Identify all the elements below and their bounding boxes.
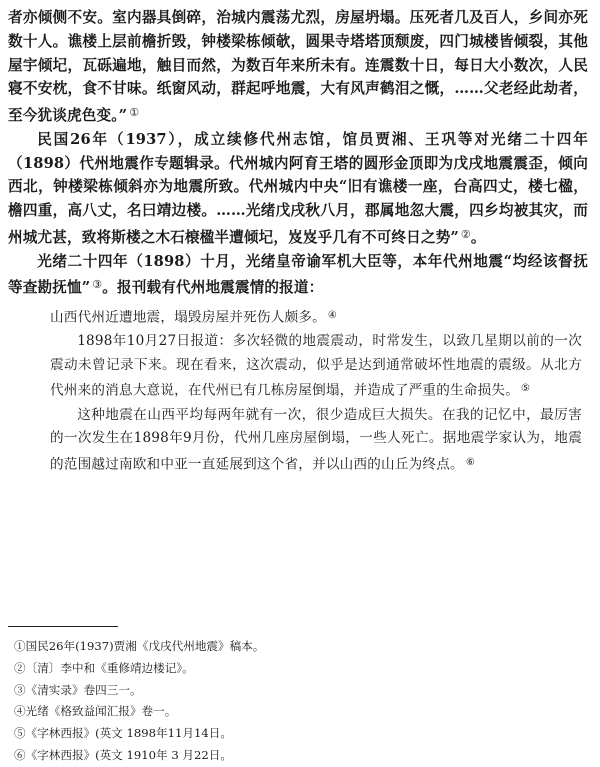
paragraph-text: 民国26年（1937），成立续修代州志馆，馆员贾湘、王巩等对光绪二十四年（1898）代州地震作专题辑录。代州城内阿育王塔的圆形金顶即为戊戌地震震歪，倾向西北，钟楼梁栋倾斜亦为地震所致。代州城内中央“旧有谯楼一座，台高四丈，楼七楹，檐四重，高八丈，名曰靖边楼。……光绪戊戌秋八月，郡属地忽大震，四乡均被其灾，而州城尤甚，致将斯楼之木石榱楹半遭倾圮，岌岌乎几有不可终日之势” xyxy=(8,130,588,246)
footnote-ref: ① xyxy=(129,106,140,120)
footnote-5: ⑤《字林西报》(英文 1898年11月14日。 xyxy=(14,726,232,741)
quote-report-3 xyxy=(50,404,582,477)
paragraph-text: 。 xyxy=(470,228,486,246)
paragraph-1937-record xyxy=(8,128,588,250)
quote-text: 1898年10月27日报道：多次轻微的地震震动，时常发生，以致几星期以前的一次震动未曾记录下来。现在看来，这次震动，似乎是达到通常破坏性地震的震级。从北方代州来的消息大意说，在代州已有几栋房屋倒塌，并造成了严重的生命损失。 xyxy=(50,333,582,399)
footnote-6: ⑥《字林西报》(英文 1910年 3 月22日。 xyxy=(14,747,232,762)
paragraph-text: 。报刊载有代州地震震情的报道： xyxy=(102,279,324,297)
quote-report-1 xyxy=(50,304,582,330)
quote-text: 这种地震在山西平均每两年就有一次，很少造成巨大损失。在我的记忆中，最厉害的一次发生在1898年9月份，代州几座房屋倒塌，一些人死亡。据地震学家认为，地震的范围越过南欧和中亚一直延展到这个省，并以山西的山丘为终点。 xyxy=(50,406,582,473)
footnote-4: ④光绪《格致益闻汇报》卷一。 xyxy=(14,704,177,719)
footnote-ref: ⑤ xyxy=(521,383,531,395)
footnote-ref: ④ xyxy=(327,310,338,322)
footnote-ref: ⑥ xyxy=(465,456,476,468)
quote-text: 山西代州近遭地震，塌毁房屋并死伤人颇多。 xyxy=(50,309,326,326)
quote-report-2 xyxy=(50,330,582,403)
footnote-divider xyxy=(8,626,118,627)
paragraph-continuation xyxy=(8,6,588,128)
paragraph-text: 者亦倾侧不安。室内器具倒碎，治城内震荡尤烈，房屋坍塌。压死者几及百人，乡间亦死数十人。谯楼上层前檐折毁，钟楼梁栋倾欹，圆果寺塔塔顶颓废，四门城楼皆倾裂，其他屋宇倾圮，瓦砾遍地，触目而然，为数百年来所未有。连震数十日，每日大小数次，人民寝不安枕，食不甘味。纸窗风动，群起呼地震，大有风声鹤泪之慨，……父老经此劫者，至今犹谈虎色变。” xyxy=(8,9,588,125)
footnote-2: ②〔清〕李中和《重修靖边楼记》。 xyxy=(14,660,194,675)
paragraph-imperial-edict xyxy=(8,250,588,300)
paragraph-text: 光绪二十四年（1898）十月，光绪皇帝谕军机大臣等，本年代州地震“均经该督抚等查勘抚恤” xyxy=(8,252,588,297)
footnote-3: ③《清实录》卷四三一。 xyxy=(14,682,142,697)
footnotes xyxy=(14,636,574,767)
main-text xyxy=(8,6,588,477)
footnote-1: ①国民26年(1937)贾湘《戊戌代州地震》稿本。 xyxy=(14,639,265,653)
footnote-ref: ③ xyxy=(92,278,103,292)
footnote-ref: ② xyxy=(460,228,471,241)
